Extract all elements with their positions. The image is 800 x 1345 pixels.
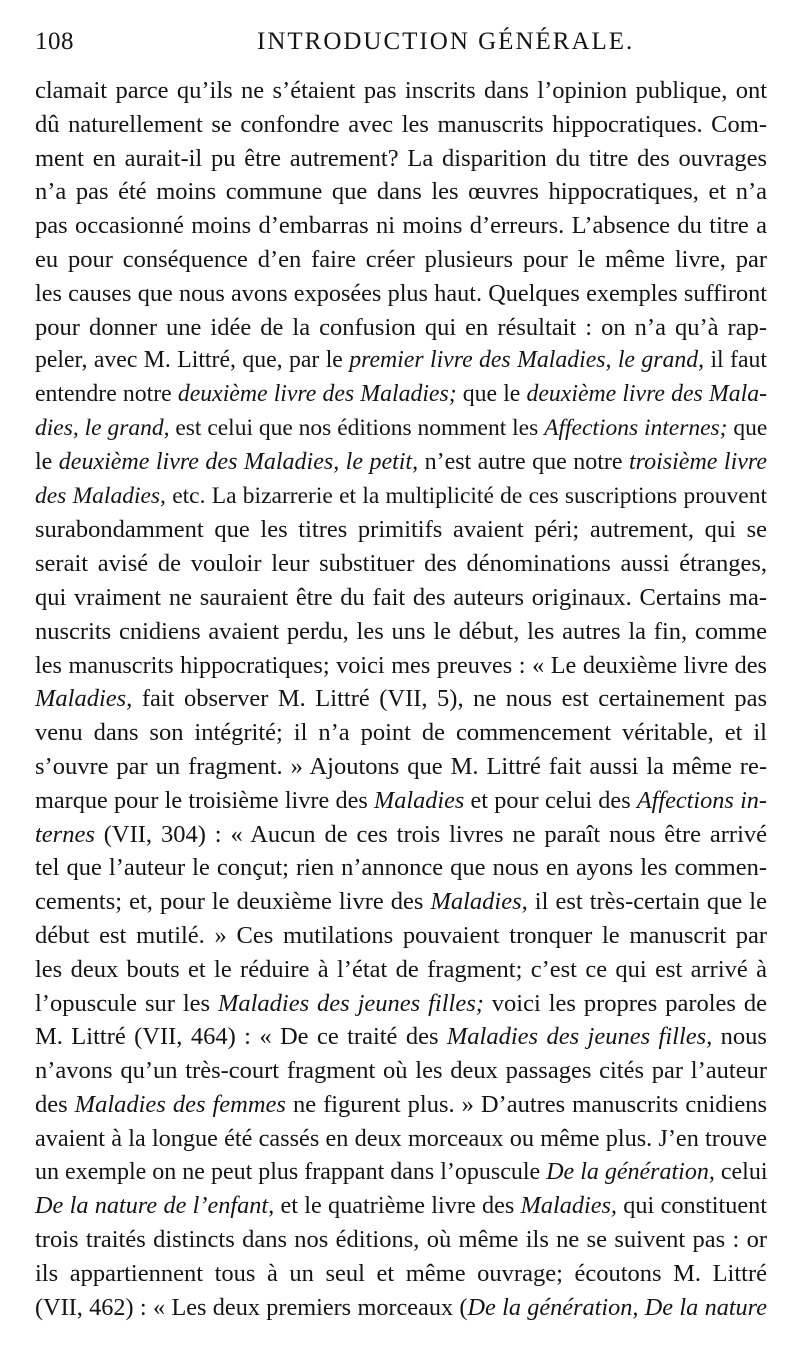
text-segment: clamait parce qu’ils ne s’étaient pas inscrits dans l’opinion publique, ont [35,77,767,104]
text-segment: dû naturellement se confondre avec les manuscrits hippocratiques. Com- [35,110,767,138]
italic-text-segment: Maladies [374,786,465,814]
text-line [35,209,767,243]
text-line [35,1122,767,1156]
text-line [35,987,767,1021]
text-segment: pas occasionné moins d’embarras ni moins d’erreurs. L’absence du titre a [35,212,767,240]
text-line [35,953,767,987]
italic-text-segment: ternes [35,820,95,848]
text-segment: M. Littré (VII, 464) : « De ce traité des [35,1023,447,1051]
text-segment: s’ouvre par un fragment. » Ajoutons que M. Littré fait aussi la même re- [35,752,767,780]
text-line [35,1291,767,1325]
text-segment: n’a pas été moins commune que dans les œuvres hippocratiques, et n’a [35,178,767,206]
text-line [35,108,767,142]
text-line [35,547,767,581]
italic-text-segment: deuxième livre des Maladies, le petit, [58,448,419,475]
text-line [35,784,767,818]
text-line [35,74,767,108]
text-line [35,513,767,547]
italic-text-segment: Affections in- [636,786,768,814]
text-segment: les manuscrits hippocratiques; voici mes preuves : « Le deuxième livre des [35,651,767,679]
text-segment: pour donner une idée de la confusion qui en résultait : on n’a qu’à rap- [35,313,767,341]
text-line [35,615,767,649]
text-line [35,378,767,412]
text-segment: ils appartiennent tous à un seul et même ouvrage; écoutons M. Littré [35,1259,767,1287]
text-segment: il est très-certain que le [527,888,767,916]
text-segment: cements; et, pour le deuxième livre des [35,888,431,916]
italic-text-segment: Maladies des femmes [74,1090,286,1118]
italic-text-segment: dies, le grand, [35,414,170,441]
text-segment: celui [714,1158,768,1185]
text-line [35,446,767,480]
text-line [35,243,767,277]
text-segment: trois traités distincts dans nos éditions, où même ils ne se suivent pas : or [35,1226,767,1254]
italic-text-segment: Maladies des jeunes filles, [446,1023,713,1051]
text-segment: tel que l’auteur le conçut; rien n’annonce que nous en ayons les commen- [35,854,767,882]
text-segment: ment en aurait-il pu être autrement? La disparition du titre des ouvrages [35,144,767,172]
text-segment: marque pour le troisième livre des [35,786,375,814]
text-segment: entendre notre [35,381,178,408]
text-line [35,311,767,345]
text-line [35,1088,767,1122]
italic-text-segment: De la génération, [546,1158,715,1185]
text-line [35,1054,767,1088]
text-segment: n’est autre que notre [418,448,630,475]
text-line [35,716,767,750]
text-line [35,412,767,446]
text-segment: le [35,448,59,475]
text-line [35,1257,767,1291]
italic-text-segment: Maladies, [35,685,133,713]
text-segment: avaient à la longue été cassés en deux morceaux ou même plus. J’en trouve [35,1124,767,1152]
text-segment: les deux bouts et le réduire à l’état de fragment; c’est ce qui est arrivé à [35,955,767,983]
text-segment: serait avisé de vouloir leur substituer des dénominations aussi étranges, [35,550,767,578]
text-line [35,344,767,378]
text-line [35,175,767,209]
text-segment: des [35,1090,75,1118]
text-line [35,682,767,716]
italic-text-segment: premier livre des Maladies, le grand, [349,347,705,374]
text-line [35,1020,767,1054]
text-line [35,142,767,176]
text-segment: venu dans son intégrité; il n’a point de commencement véritable, et il [35,719,767,747]
text-line [35,919,767,953]
text-line [35,750,767,784]
page-header [35,28,770,62]
text-segment: et le quatrième livre des [274,1192,521,1220]
text-line [35,581,767,615]
text-segment: est celui que nos éditions nomment les [169,414,545,441]
text-segment: début est mutilé. » Ces mutilations pouvaient tronquer le manuscrit par [35,921,767,949]
italic-text-segment: des Maladies, [35,482,166,509]
body-text [35,74,767,1324]
italic-text-segment: deuxième livre des Mala- [526,381,767,408]
text-segment: que le [456,381,527,408]
running-title: INTRODUCTION GÉNÉRALE. [257,28,635,55]
text-line [35,1189,767,1223]
text-line [35,885,767,919]
italic-text-segment: deuxième livre des Maladies; [177,381,457,408]
italic-text-segment: Maladies des jeunes filles; [217,989,484,1017]
text-segment: nous [712,1023,767,1051]
italic-text-segment: Maladies, [520,1192,617,1220]
text-segment: un exemple on ne peut plus frappant dans l’opuscule [35,1158,547,1185]
page-number: 108 [35,28,74,55]
text-segment: eu pour conséquence d’en faire créer plusieurs pour le même livre, par [35,245,767,273]
text-line [35,649,767,683]
text-segment: et pour celui des [464,786,637,814]
text-segment: n’avons qu’un très-court fragment où les deux passages cités par l’auteur [35,1057,767,1085]
italic-text-segment: De la nature de l’enfant, [35,1192,275,1220]
text-segment: peler, avec M. Littré, que, par le [35,347,350,374]
text-segment: etc. La bizarrerie et la multiplicité de ces suscriptions prouvent [165,482,767,509]
text-segment: que [727,414,768,441]
text-segment: (VII, 462) : « Les deux premiers morceaux ( [35,1293,468,1321]
text-segment: qui vraiment ne sauraient être du fait des auteurs originaux. Certains ma- [35,583,767,611]
text-line [35,851,767,885]
text-segment: l’opuscule sur les [35,989,218,1017]
italic-text-segment: De la génération, De la nature [467,1293,767,1321]
italic-text-segment: Affections internes; [544,414,728,441]
text-segment: les causes que nous avons exposées plus haut. Quelques exemples suffiront [35,279,767,307]
text-segment: qui constituent [617,1192,768,1220]
text-segment: fait observer M. Littré (VII, 5), ne nous est certainement pas [132,685,767,713]
text-line [35,277,767,311]
text-segment: (VII, 304) : « Aucun de ces trois livres ne paraît nous être arrivé [94,820,767,848]
text-segment: surabondamment que les titres primitifs avaient péri; autrement, qui se [35,516,767,544]
text-line [35,480,767,514]
text-segment: ne figurent plus. » D’autres manuscrits cnidiens [285,1090,767,1118]
text-segment: voici les propres paroles de [483,989,767,1017]
text-segment: il faut [704,347,767,374]
italic-text-segment: Maladies, [430,888,528,916]
text-line [35,1156,767,1190]
italic-text-segment: troisième livre [629,448,767,475]
text-segment: nuscrits cnidiens avaient perdu, les uns le début, les autres la fin, comme [35,617,767,645]
text-line [35,1223,767,1257]
text-line [35,818,767,852]
